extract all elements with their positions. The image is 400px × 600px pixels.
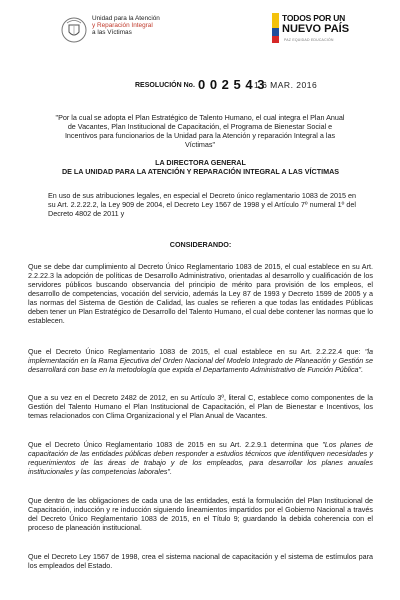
agency-name bbox=[92, 15, 160, 37]
authority-title bbox=[28, 158, 373, 176]
paragraph-2 bbox=[28, 347, 373, 374]
letterhead bbox=[0, 6, 400, 66]
authority-line2: DE LA UNIDAD PARA LA ATENCIÓN Y REPARACIÓN INTEGRAL A LAS VÍCTIMAS bbox=[61, 167, 340, 176]
paragraph-2-quote: "la implementación en la Rama Ejecutiva del Orden Nacional del Modelo Integrado de Planeación y Gestión se desarrollará con base en la metodología que expida el Departamento Administrativo de Función Pública". bbox=[28, 347, 373, 374]
flag-stripes bbox=[272, 13, 279, 43]
government-brand-logo bbox=[270, 11, 350, 51]
paragraph-4-quote: "Los planes de capacitación de las entidades públicas deben responder a estudios técnicos que identifiquen necesidades y requerimientos de las áreas de trabajo y de los empleados, para desarrollar los planes anuales institucionales y las competencias laborales". bbox=[28, 440, 373, 476]
agency-name-line1: Unidad para la Atención bbox=[92, 15, 160, 22]
resolution-line bbox=[0, 76, 400, 96]
agency-name-line3: a las Víctimas bbox=[92, 29, 132, 37]
resolution-subject: "Por la cual se adopta el Plan Estratégico de Talento Humano, el cual integra el Plan Anual de Vacantes, Plan Institucional de Capacitación, el Programa de Bienestar Social e Incentivos para funcionarios de la Unidad para la Atención y reparación Integral a las Víctimas" bbox=[55, 113, 345, 149]
agency-name-line2: y Reparación Integral bbox=[92, 22, 153, 30]
paragraph-2-intro: Que el Decreto Único Reglamentario 1083 de 2015, el cual establece en su Art. 2.2.22.4 que: bbox=[28, 347, 365, 356]
resolution-label: RESOLUCIÓN No. bbox=[135, 82, 195, 89]
resolution-number: 0 0 2 5 4 3 bbox=[198, 77, 265, 92]
paragraph-1: Que se debe dar cumplimiento al Decreto Único Reglamentario 1083 de 2015, el cual establece en su Art. 2.2.22.3 la adopción de políticas de Desarrollo Administrativo, orientadas al desarrollo y cualificación de los servidores públicos buscando observancia del principio de mérito para provisión de los empleos, el desarrollo de competencias, vocación del servicio, además la Ley 87 de 1993 y Decreto 1599 de 2005 y a las normas del Sistema de Gestión de Calidad, las cuales se refieren a que todas las entidades Públicas deben tener un Plan Estratégico de Desarrollo del Talento Humano, el cual debe contener las normas que lo establecen. bbox=[28, 262, 373, 325]
paragraph-6: Que el Decreto Ley 1567 de 1998, crea el sistema nacional de capacitación y el sistema de estímulos para los empleados del Estado. bbox=[28, 552, 373, 570]
paragraph-4-intro: Que el Decreto Único Reglamentario 1083 de 2015 en su Art. 2.2.9.1 determina que bbox=[28, 440, 323, 449]
paragraph-3: Que a su vez en el Decreto 2482 de 2012, en su Artículo 3º, literal C, establece como componentes de la Gestión del Talento Humano el Plan Institucional de Capacitación, el Plan de Bienestar e Incentivos, los temas relacionados con Clima Organizacional y el Plan Anual de Vacantes. bbox=[28, 393, 373, 420]
brand-line1: TODOS POR UN bbox=[282, 13, 346, 23]
coat-of-arms-icon bbox=[60, 16, 88, 44]
brand-line2: NUEVO PAÍS bbox=[282, 23, 350, 35]
powers-paragraph: En uso de sus atribuciones legales, en especial el Decreto único reglamentario 1083 de 2015 en su Art. 2.2.22.2, la Ley 909 de 2004, el Decreto Ley 1567 de 1998 y el Artículo 7º numeral 1º del Decreto 4802 de 2011 y bbox=[48, 191, 356, 218]
paragraph-5: Que dentro de las obligaciones de cada una de las entidades, está la formulación del Plan Institucional de Capacitación, inducción y re inducción siguiendo lineamientos impartidos por el Gobierno Nacional a través del Decreto Único Reglamentario 1083 de 2015, en el Título 9; guardando la debida coherencia con el proceso de planeación institucional. bbox=[28, 496, 373, 532]
authority-line1: LA DIRECTORA GENERAL bbox=[155, 158, 246, 167]
resolution-date-stamp: 1 6 MAR. 2016 bbox=[254, 80, 318, 90]
paragraph-4 bbox=[28, 440, 373, 476]
brand-line3: PAZ EQUIDAD EDUCACIÓN bbox=[284, 38, 334, 42]
considering-heading: CONSIDERANDO: bbox=[169, 240, 232, 249]
